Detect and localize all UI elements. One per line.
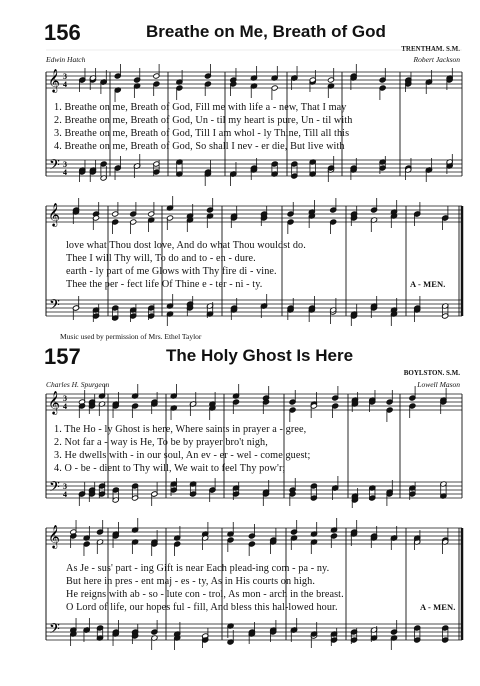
verse-line: 4. O - be - dient to Thy will, We wait to feel Thy pow'r; xyxy=(54,463,286,474)
verse-line: 4. Breathe on me, Breath of God, So shall I nev - er die, But live with xyxy=(54,141,345,152)
hymn-tune: TRENTHAM. S.M. xyxy=(401,45,460,53)
verse-line: love what Thou dost love, And do what Thou wouldst do. xyxy=(66,240,306,251)
hymn-author: Charles H. Spurgeon xyxy=(46,380,110,389)
verse-line: Thee I will Thy will, To do and to - en - dure. xyxy=(66,253,256,264)
verse-line: 2. Not far a - way is He, To be by prayer bro't nigh, xyxy=(54,437,268,448)
time-signature: 3 xyxy=(63,394,67,403)
bass-clef: 𝄢 xyxy=(49,297,60,317)
verse-line: earth - ly part of me Glows with Thy fire di - vine. xyxy=(66,266,277,277)
time-signature: 3 xyxy=(63,72,67,81)
verse-line: 1. The Ho - ly Ghost is here, Where saints in prayer a - gree, xyxy=(54,424,307,435)
hymn-author: Edwin Hatch xyxy=(46,55,86,64)
hymn-composer: Lowell Mason xyxy=(417,380,460,389)
verse-line: He reigns with ab - so - lute con - trol, As mon - arch in the breast. xyxy=(66,589,344,600)
treble-clef: 𝄞 xyxy=(48,68,60,92)
time-signature: 4 xyxy=(63,402,67,411)
bass-clef: 𝄢 xyxy=(49,157,60,177)
time-signature: 3 xyxy=(63,160,67,169)
hymn-title: Breathe on Me, Breath of God xyxy=(146,22,386,41)
verse-line: 2. Breathe on me, Breath of God, Un - til my heart is pure, Un - til with xyxy=(54,115,353,126)
treble-clef: 𝄞 xyxy=(48,524,60,548)
verse-line: 1. Breathe on me, Breath of God, Fill me with life a - new, That I may xyxy=(54,102,347,113)
treble-clef: 𝄞 xyxy=(48,390,60,414)
amen: A - MEN. xyxy=(420,602,456,612)
verse-line: 3. Breathe on me, Breath of God, Till I am whol - ly Thine, Till all this xyxy=(54,128,350,139)
treble-clef: 𝄞 xyxy=(48,202,60,226)
hymn-tune: BOYLSTON. S.M. xyxy=(403,369,460,377)
bass-clef: 𝄢 xyxy=(49,621,60,641)
verse-line: 3. He dwells with - in our soul, An ev - er - wel - come guest; xyxy=(54,450,311,461)
bass-clef: 𝄢 xyxy=(49,479,60,499)
time-signature: 3 xyxy=(63,482,67,491)
hymn-composer: Robert Jackson xyxy=(413,55,460,64)
hymn-number: 156 xyxy=(44,20,81,45)
hymn-title: The Holy Ghost Is Here xyxy=(166,346,354,365)
time-signature: 4 xyxy=(63,168,67,177)
amen: A - MEN. xyxy=(410,279,446,289)
verse-line: As Je - sus' part - ing Gift is near Each plead-ing com - pa - ny. xyxy=(66,563,330,574)
time-signature: 4 xyxy=(63,80,67,89)
verse-line: O Lord of life, our hopes ful - fill, And bless this hal-lowed hour. xyxy=(66,602,338,613)
verse-line: But here in pres - ent maj - es - ty, As in His courts on high. xyxy=(66,576,315,587)
verse-line: Thee the per - fect life Of Thine e - ter - ni - ty. xyxy=(66,279,263,290)
time-signature: 4 xyxy=(63,490,67,499)
copyright-note: Music used by permission of Mrs. Ethel Taylor xyxy=(60,332,202,341)
hymn-number: 157 xyxy=(44,344,81,369)
